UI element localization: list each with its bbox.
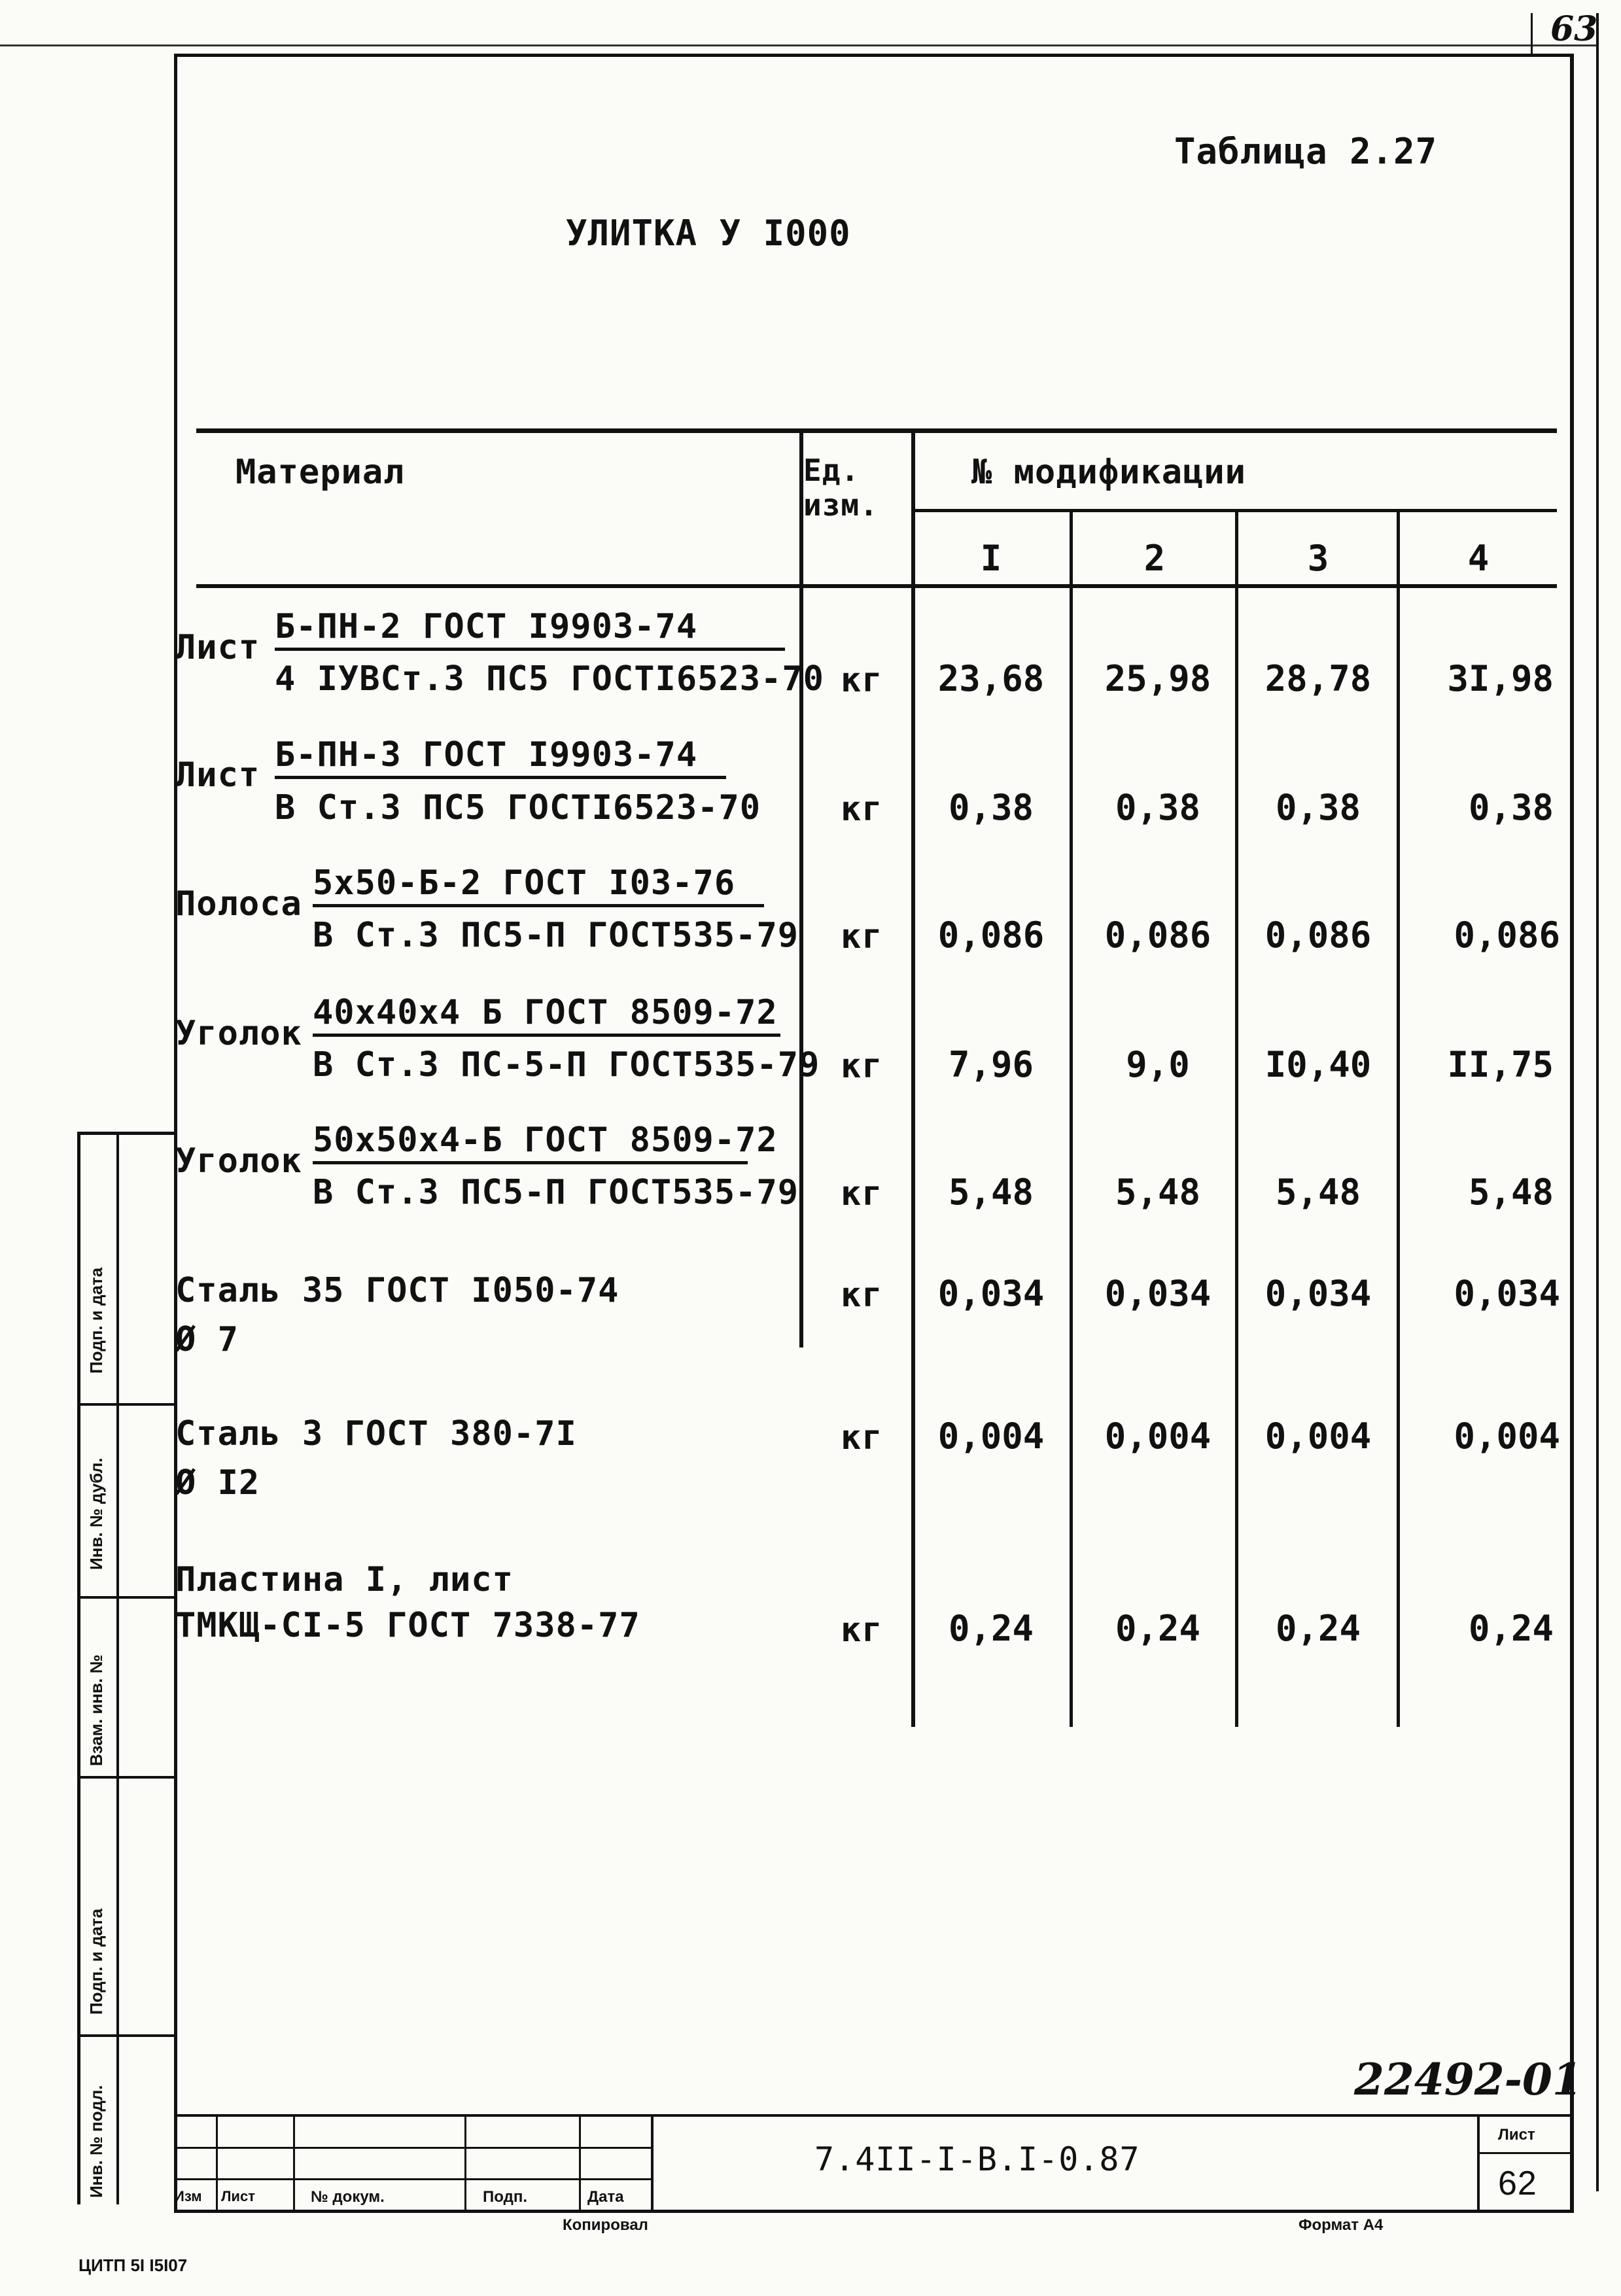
sheet-label: Лист (1498, 2126, 1535, 2144)
header-column-3: 3 (1307, 538, 1329, 579)
tb-col-podp: Подп. (483, 2188, 527, 2206)
stamp-label-vzam: Взам. инв. № (86, 1654, 106, 1766)
row-5-unit: кг (841, 1174, 883, 1213)
footer-org: ЦИТП 5I I5I07 (78, 2255, 188, 2275)
row-5-bottom: В Ст.3 ПС5-П ГОСТ535-79 (313, 1173, 799, 1212)
tb-v5 (651, 2114, 654, 2211)
header-bottom-rule (196, 584, 1557, 588)
top-edge-line (0, 44, 1596, 46)
header-top-rule (196, 428, 1557, 433)
stamp-label-podl: Инв. № подл. (86, 2085, 106, 2198)
tb-v2 (293, 2114, 295, 2211)
stamp-label-dubl: Инв. № дубл. (86, 1457, 106, 1570)
stamp-label-podp-1: Подп. и дата (86, 1267, 106, 1374)
stamp-top (77, 1132, 175, 1135)
header-column-2: 2 (1143, 538, 1166, 579)
tb-v1 (216, 2114, 218, 2211)
row-7-value-1: 0,004 (937, 1416, 1045, 1457)
tb-v3 (464, 2114, 466, 2211)
table-label: Таблица 2.27 (1174, 131, 1438, 172)
row-8-value-3: 0,24 (1275, 1608, 1361, 1649)
sheet-number: 62 (1498, 2165, 1537, 2202)
stamp-div-3 (77, 1776, 175, 1779)
row-4-bottom: В Ст.3 ПС-5-П ГОСТ535-79 (313, 1045, 820, 1085)
row-8-value-2: 0,24 (1115, 1608, 1201, 1649)
row-3-value-4: 0,086 (1454, 914, 1560, 956)
row-7-value-3: 0,004 (1264, 1416, 1372, 1457)
stamp-inner-left (116, 1132, 119, 2204)
tb-col-list: Лист (221, 2188, 255, 2204)
row-2-bottom: В Ст.3 ПС5 ГОСТI6523-70 (275, 788, 761, 827)
page-title: УЛИТКА У I000 (566, 213, 851, 254)
row-5-value-3: 5,48 (1275, 1172, 1361, 1213)
row-8-value-4: 0,24 (1468, 1608, 1554, 1649)
row-6-value-2: 0,034 (1104, 1273, 1211, 1314)
stamp-div-4 (77, 2034, 175, 2037)
row-2-top: Б-ПН-3 ГОСТ I9903-74 (275, 735, 726, 779)
header-column-1: I (980, 538, 1002, 579)
stamp-div-2 (77, 1596, 175, 1599)
header-material: Материал (235, 453, 405, 492)
page-number-box (1531, 13, 1533, 54)
row-2-unit: кг (841, 790, 883, 829)
row-7-line1: Сталь 3 ГОСТ 380-7I (175, 1414, 577, 1453)
row-7-value-2: 0,004 (1104, 1416, 1211, 1457)
row-2-value-3: 0,38 (1275, 787, 1361, 828)
frame-right-outer (1596, 13, 1599, 2191)
stamp-div-1 (77, 1403, 175, 1406)
row-4-top: 40х40х4 Б ГОСТ 8509-72 (313, 993, 780, 1037)
row-6-line2: Ø 7 (175, 1320, 239, 1359)
row-4-value-1: 7,96 (948, 1044, 1034, 1085)
col-line-unit (799, 432, 803, 1348)
row-1-value-1: 23,68 (937, 658, 1045, 699)
frame-right (1570, 54, 1574, 2212)
row-4-unit: кг (841, 1047, 883, 1086)
tb-bottom (174, 2210, 1574, 2213)
row-4-value-4: II,75 (1447, 1044, 1554, 1085)
stamp-outer-left (77, 1132, 80, 2204)
row-6-value-1: 0,034 (937, 1273, 1045, 1314)
row-4-value-3: I0,40 (1264, 1044, 1372, 1085)
tb-col-doc: № докум. (311, 2188, 385, 2206)
row-1-value-3: 28,78 (1264, 658, 1372, 699)
col-line-2 (1235, 510, 1238, 1727)
row-7-value-4: 0,004 (1454, 1416, 1560, 1457)
row-7-unit: кг (841, 1418, 883, 1457)
row-6-line1: Сталь 35 ГОСТ I050-74 (175, 1271, 619, 1310)
row-7-line2: Ø I2 (175, 1463, 260, 1503)
row-3-value-1: 0,086 (937, 914, 1045, 956)
row-3-value-2: 0,086 (1104, 914, 1211, 956)
row-5-top: 50х50х4-Б ГОСТ 8509-72 (313, 1121, 748, 1164)
row-6-value-4: 0,034 (1454, 1273, 1560, 1314)
row-5-value-1: 5,48 (948, 1172, 1034, 1213)
header-unit-line2: изм. (803, 487, 879, 523)
row-4-label: Уголок (175, 1014, 302, 1053)
col-line-mod (911, 432, 915, 1727)
row-3-value-3: 0,086 (1264, 914, 1372, 956)
row-3-unit: кг (841, 917, 883, 956)
row-1-value-2: 25,98 (1104, 658, 1211, 699)
stamp-label-podp-2: Подп. и дата (86, 1908, 106, 2015)
row-5-value-2: 5,48 (1115, 1172, 1201, 1213)
frame-top (177, 54, 1570, 57)
row-8-line2: ТМКЩ-СI-5 ГОСТ 7338-77 (175, 1606, 640, 1645)
tb-col-izm: Изм (174, 2188, 202, 2204)
row-2-value-4: 0,38 (1468, 787, 1554, 828)
row-2-label: Лист (175, 756, 260, 795)
row-3-label: Полоса (175, 884, 302, 924)
handwritten-number: 22492-01 (1354, 2054, 1582, 2105)
header-column-4: 4 (1467, 538, 1490, 579)
row-6-value-3: 0,034 (1264, 1273, 1372, 1314)
row-1-bottom: 4 IУВСт.3 ПС5 ГОСТI6523-70 (275, 659, 824, 699)
row-1-unit: кг (841, 661, 883, 700)
header-unit-line1: Ед. (803, 453, 860, 488)
footer-copied: Копировал (563, 2216, 648, 2234)
row-8-value-1: 0,24 (948, 1608, 1034, 1649)
row-3-bottom: В Ст.3 ПС5-П ГОСТ535-79 (313, 916, 799, 955)
row-6-unit: кг (841, 1276, 883, 1315)
tb-top (174, 2114, 1574, 2117)
col-line-3 (1397, 510, 1400, 1727)
row-5-value-4: 5,48 (1468, 1172, 1554, 1213)
row-3-top: 5х50-Б-2 ГОСТ I03-76 (313, 863, 764, 907)
tb-v4 (579, 2114, 581, 2211)
row-5-label: Уголок (175, 1141, 302, 1181)
row-2-value-2: 0,38 (1115, 787, 1201, 828)
doc-code: 7.4II-I-В.I-0.87 (814, 2140, 1140, 2178)
col-line-1 (1070, 510, 1073, 1727)
row-1-label: Лист (175, 628, 260, 667)
row-4-value-2: 9,0 (1126, 1044, 1190, 1085)
footer-format: Формат А4 (1299, 2216, 1384, 2234)
tb-col-date: Дата (587, 2188, 624, 2206)
tb-v6 (1477, 2114, 1480, 2211)
row-1-top: Б-ПН-2 ГОСТ I9903-74 (275, 607, 785, 651)
page-number: 63 (1550, 9, 1598, 49)
row-1-value-4: 3I,98 (1447, 658, 1554, 699)
header-modifications: № модификации (971, 453, 1246, 492)
row-8-unit: кг (841, 1610, 883, 1650)
row-8-line1: Пластина I, лист (175, 1560, 514, 1599)
row-2-value-1: 0,38 (948, 787, 1034, 828)
tb-sheet-div (1477, 2152, 1572, 2154)
